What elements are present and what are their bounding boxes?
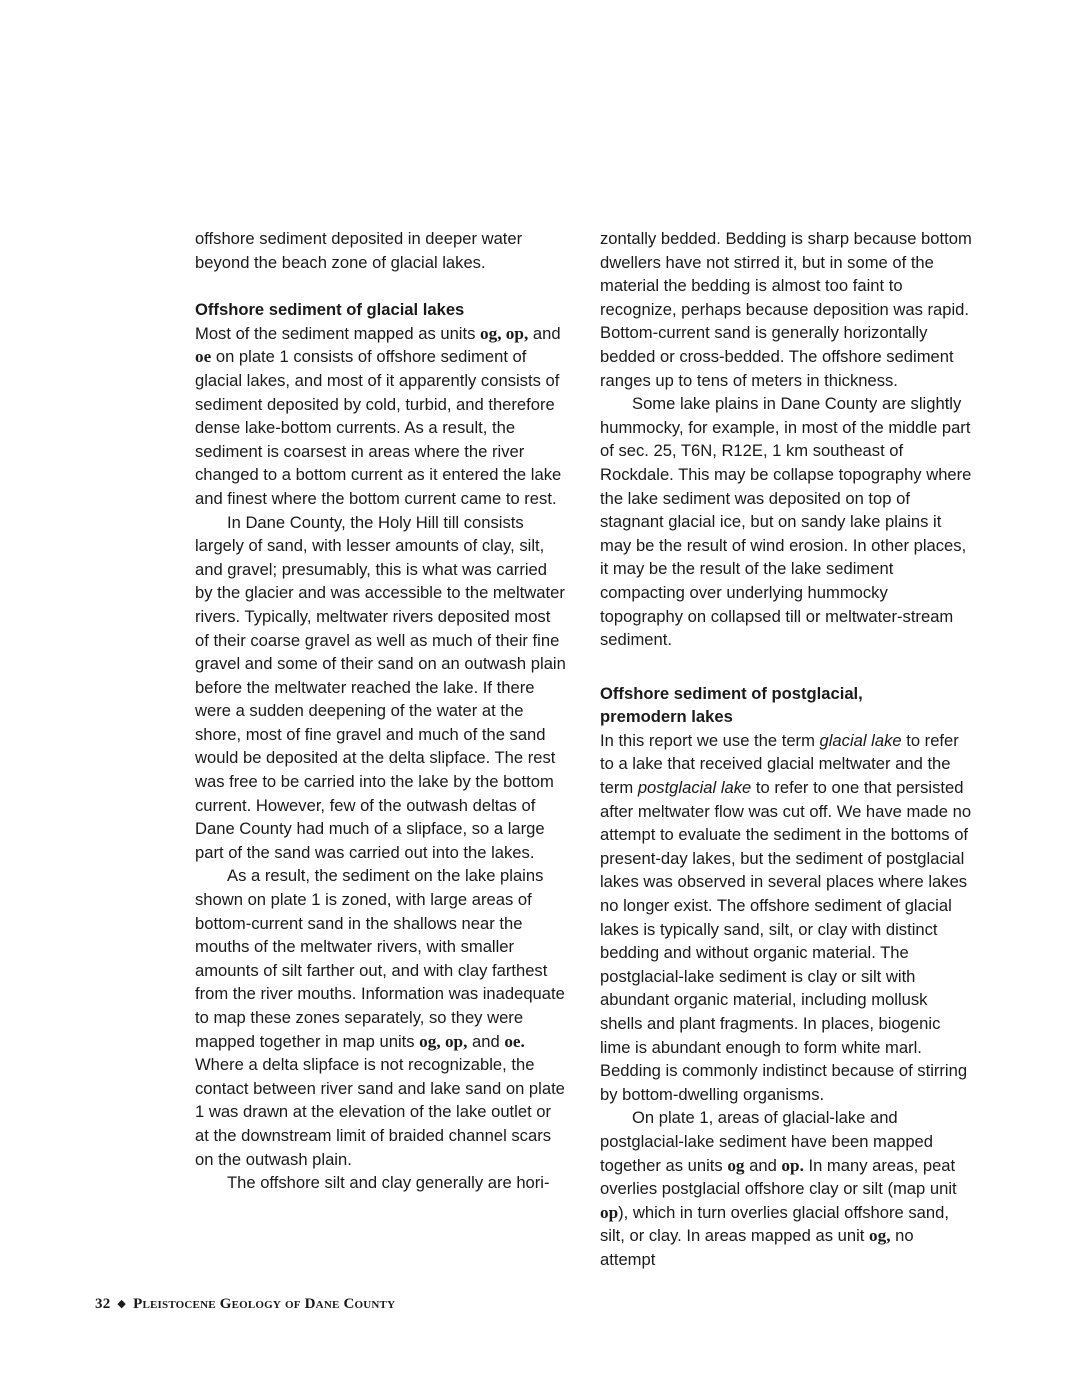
left-column [195,227,567,1195]
section-heading-postglacial-lakes: Offshore sediment of postglacial, premodern lakes [600,683,863,727]
right-column [600,227,972,1272]
page-footer [95,1296,395,1313]
intro-paragraph: offshore sediment deposited in deeper water beyond the beach zone of glacial lakes. [195,229,523,272]
paragraph-silt-clay: The offshore silt and clay generally are hori- [227,1173,550,1193]
paragraph-plate-units: On plate 1, areas of glacial-lake and postglacial-lake sediment have been mapped together as units og and op. In many areas, peat overlies postglacial offshore clay or silt (map unit op), which in turn overlies glacial offshore sand, silt, or clay. In areas mapped as unit og, no attempt [600,1108,957,1269]
running-title: Pleistocene Geology of Dane County [133,1296,396,1312]
paragraph-zoning: As a result, the sediment on the lake plains shown on plate 1 is zoned, with large areas of bottom-current sand in the shallows near the mouths of the meltwater rivers, with smaller amounts of silt farther out, and with clay farthest from the river mouths. Information was inadequate to map these zones separately, so they were mapped together in map units og, op, and oe. Where a delta slipface is not recognizable, the contact between river sand and lake sand on plate 1 was drawn at the elevation of the lake outlet or at the downstream limit of braided channel scars on the outwash plain. [195,866,565,1169]
paragraph-bedding: zontally bedded. Bedding is sharp because bottom dwellers have not stirred it, but in some of the material the bedding is almost too faint to recognize, perhaps because deposition was rapid. Bottom-current sand is generally horizontally bedded or cross-bedded. The offshore sediment ranges up to tens of meters in thickness. [600,229,972,390]
diamond-bullet-icon: ◆ [117,1298,127,1310]
paragraph-units: Most of the sediment mapped as units og, op, and oe on plate 1 consists of offshore sediment of glacial lakes, and most of it apparently consists of sediment deposited by cold, turbid, and therefore dense lake-bottom currents. As a result, the sediment is coarsest in areas where the river changed to a bottom current as it entered the lake and finest where the bottom current came to rest. [195,323,562,508]
paragraph-terms: In this report we use the term glacial lake to refer to a lake that received glacial meltwater and the term postglacial lake to refer to one that persisted after meltwater flow was cut off. We have made no attempt to evaluate the sediment in the bottoms of present-day lakes, but the sediment of postglacial lakes was observed in several places where lakes no longer exist. The offshore sediment of glacial lakes is typically sand, silt, or clay with distinct bedding and without organic material. The postglacial-lake sediment is clay or silt with abundant organic material, including mollusk shells and plant fragments. In places, biogenic lime is abundant enough to form white marl. Bedding is commonly indistinct because of stirring by bottom-dwelling organisms. [600,730,972,1104]
paragraph-holy-hill-till: In Dane County, the Holy Hill till consists largely of sand, with lesser amounts of clay, silt, and gravel; presumably, this is what was carried by the glacier and was accessible to the meltwater rivers. Typically, meltwater rivers deposited most of their coarse gravel as well as much of their fine gravel and some of their sand on an outwash plain before the meltwater reached the lake. If there were a sudden deepening of the water at the shore, most of fine gravel and much of the sand would be deposited at the delta slipface. The rest was free to be carried into the lake by the bottom current. However, few of the outwash deltas of Dane County had much of a slipface, so a large part of the sand was carried out into the lakes. [195,512,566,862]
paragraph-hummocky: Some lake plains in Dane County are slightly hummocky, for example, in most of the middle part of sec. 25, T6N, R12E, 1 km southeast of Rockdale. This may be collapse topography where the lake sediment was deposited on top of stagnant glacial ice, but on sandy lake plains it may be the result of wind erosion. In other places, it may be the result of the lake sediment compacting over underlying hummocky topography on collapsed till or meltwater-stream sediment. [600,394,972,650]
section-heading-glacial-lakes: Offshore sediment of glacial lakes [195,300,465,320]
page-number: 32 [95,1296,111,1312]
